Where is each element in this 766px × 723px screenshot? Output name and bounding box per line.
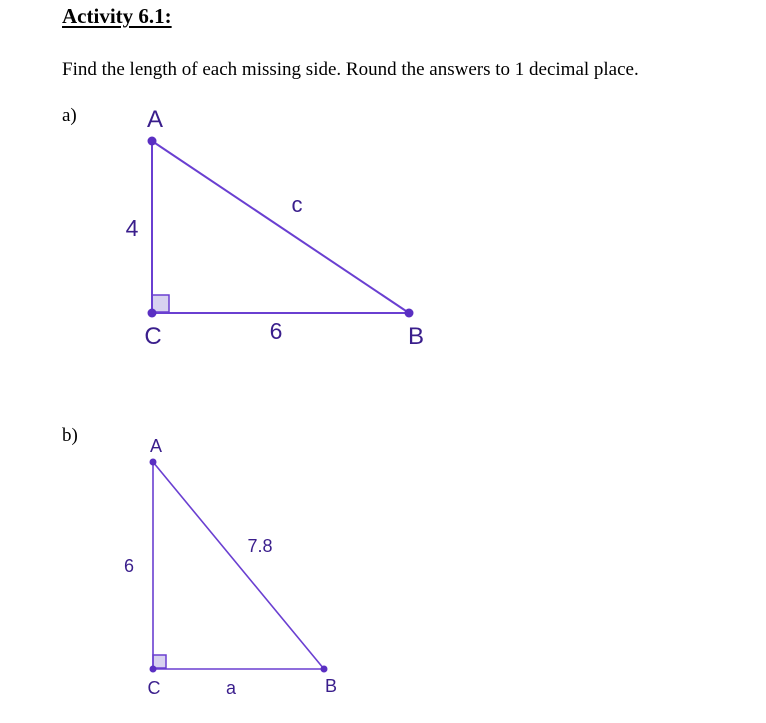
activity-title: Activity 6.1: xyxy=(62,4,172,28)
vertex-b-label-a: B xyxy=(407,323,425,350)
problem-b-label: b) xyxy=(62,425,78,446)
problem-a-label: a) xyxy=(62,105,77,126)
side-cb-label-b: a xyxy=(225,678,237,698)
side-ac-label-a: 4 xyxy=(125,215,139,241)
side-ac-label-b: 6 xyxy=(123,556,135,576)
triangle-b xyxy=(124,436,337,698)
vertex-a-label-b: A xyxy=(149,436,163,456)
point-a-a xyxy=(148,137,157,146)
point-c-a xyxy=(148,309,157,318)
vertex-a-label-a: A xyxy=(146,106,164,133)
triangle-a-figure xyxy=(0,100,460,360)
side-ab-b xyxy=(153,462,324,669)
vertex-b-label-b: B xyxy=(324,676,338,696)
point-b-a xyxy=(405,309,414,318)
vertex-c-label-a: C xyxy=(144,323,162,350)
side-ab-label-b: 7.8 xyxy=(247,536,273,556)
right-angle-marker-b xyxy=(153,655,166,668)
instructions-text: Find the length of each missing side. Round the answers to 1 decimal place. xyxy=(62,59,639,80)
side-ab-label-a: c xyxy=(291,192,303,217)
triangle-b-figure xyxy=(0,430,360,720)
side-ab-a xyxy=(152,141,409,313)
point-b-b xyxy=(321,666,328,673)
point-c-b xyxy=(150,666,157,673)
vertex-c-label-b: C xyxy=(147,678,161,698)
point-a-b xyxy=(150,459,157,466)
side-cb-label-a: 6 xyxy=(269,318,283,344)
triangle-a xyxy=(126,106,424,350)
